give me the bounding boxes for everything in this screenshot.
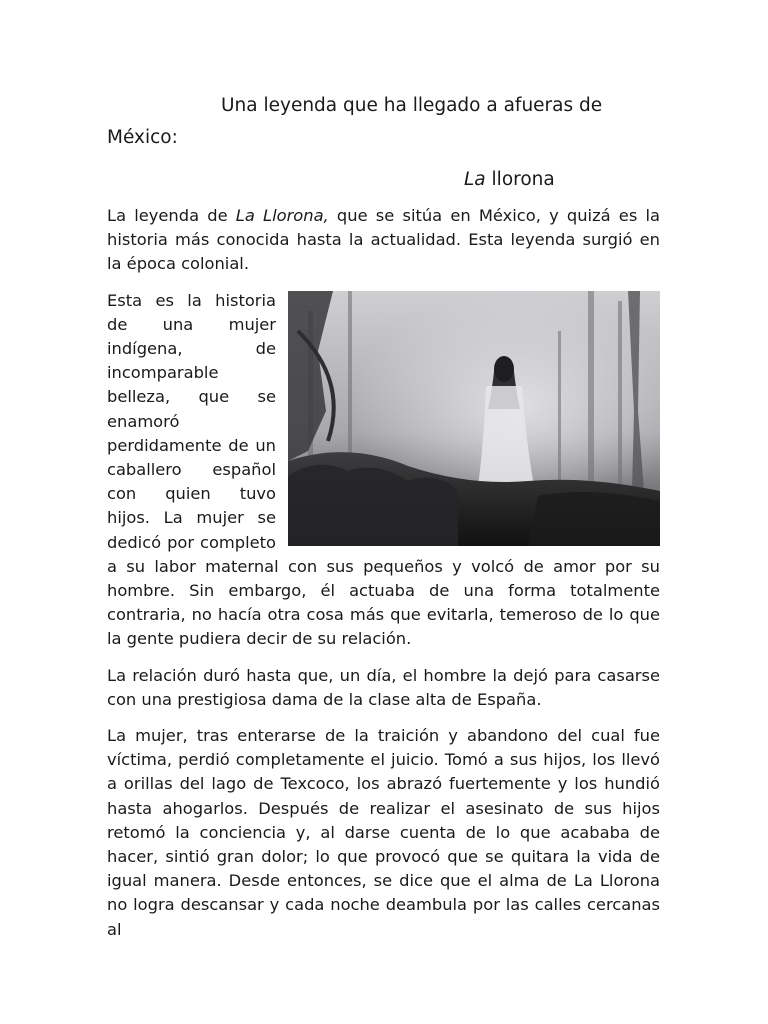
paragraph-abandonment: La relación duró hasta que, un día, el hombre la dejó para casarse con una prestigiosa dama de la clase alta de España. xyxy=(107,665,660,709)
document-subtitle xyxy=(107,166,660,194)
subtitle-italic: La xyxy=(464,169,486,190)
paragraph-intro-text-a: La leyenda de xyxy=(107,206,236,225)
document-title xyxy=(107,90,660,154)
paragraph-tragedy: La mujer, tras enterarse de la traición y abandono del cual fue víctima, perdió completamente el juicio. Tomó a sus hijos, los llevó a orillas del lago de Texcoco, los abrazó fuertemente y los hundió hasta ahogarlos. Después de realizar el asesinato de sus hijos retomó la conciencia y, al darse cuenta de lo que acababa de hacer, sintió gran dolor; lo que provocó que se quitara la vida de igual manera. Desde entonces, se dice que el alma de La Llorona no logra descansar y cada noche deambula por las calles cercanas al xyxy=(107,726,660,939)
title-line-1: Una leyenda que ha llegado a afueras de xyxy=(221,95,603,116)
title-line-2: México: xyxy=(107,127,178,148)
foggy-forest-image xyxy=(288,291,660,546)
paragraph-intro-text-b: que se sitúa en México, y quizá es la historia más conocida hasta la actualidad. Esta leyenda surgió en la época colonial. xyxy=(107,206,660,274)
llorona-photo xyxy=(288,291,660,546)
paragraph-intro xyxy=(107,204,660,277)
subtitle-text: llorona xyxy=(485,169,555,190)
document-page xyxy=(107,90,660,942)
paragraph-intro-italic: La Llorona, xyxy=(235,206,329,225)
paragraph-story: Esta es la historia de una mujer indígena, de incomparable belleza, que se enamoró perdidamente de un caballero español con quien tuvo hijos. La mujer se dedicó por completo a su labor maternal con sus pequeños y volcó de amor por su hombre. Sin embargo, él actuaba de una forma totalmente contraria, no hacía otra cosa más que evitarla, temeroso de lo que la gente pudiera decir de su relación. xyxy=(107,290,660,649)
